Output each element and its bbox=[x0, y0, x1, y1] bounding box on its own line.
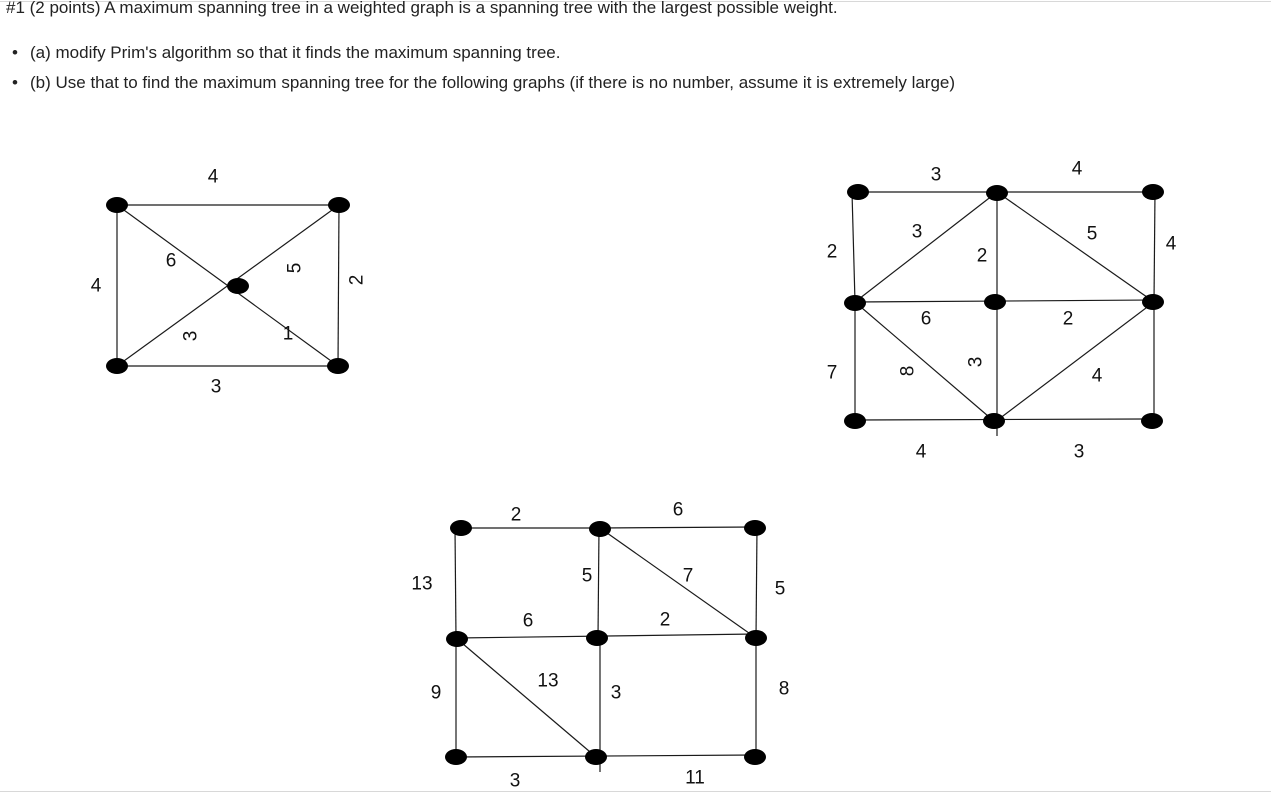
edge bbox=[600, 528, 756, 638]
edge bbox=[995, 302, 1154, 422]
edge-weight: 4 bbox=[915, 441, 927, 463]
graph-3-edges bbox=[455, 527, 757, 772]
graph-3-nodes bbox=[445, 520, 767, 765]
edge-weight: 5 bbox=[284, 262, 306, 274]
edge-weight: 5 bbox=[774, 578, 786, 600]
node bbox=[1142, 184, 1164, 200]
edge-weight: 2 bbox=[510, 504, 522, 526]
node bbox=[586, 630, 608, 646]
node bbox=[585, 749, 607, 765]
edge bbox=[455, 528, 456, 638]
edge-weight: 2 bbox=[346, 274, 368, 286]
node bbox=[847, 184, 869, 200]
edge bbox=[600, 527, 755, 528]
edge-weight: 3 bbox=[911, 221, 923, 243]
edge-weight: 2 bbox=[826, 241, 838, 263]
node bbox=[745, 630, 767, 646]
edge-weight: 5 bbox=[581, 565, 593, 587]
question-title: #1 (2 points) A maximum spanning tree in a weighted graph is a spanning tree with the largest possible weight. bbox=[6, 0, 838, 17]
node bbox=[445, 749, 467, 765]
node bbox=[984, 294, 1006, 310]
edge-weight: 6 bbox=[165, 250, 177, 272]
edge-weight: 6 bbox=[920, 308, 932, 330]
edge-weight: 13 bbox=[411, 573, 433, 595]
node bbox=[844, 413, 866, 429]
node bbox=[227, 278, 249, 294]
bullet-icon: • bbox=[12, 73, 18, 92]
edge-weight: 9 bbox=[430, 682, 442, 704]
edge-weight: 4 bbox=[90, 275, 102, 297]
node bbox=[744, 520, 766, 536]
edge bbox=[1154, 192, 1155, 302]
edge-weight: 8 bbox=[897, 365, 919, 377]
edge-weight: 3 bbox=[180, 330, 202, 342]
node bbox=[106, 197, 128, 213]
node bbox=[327, 358, 349, 374]
edge-weight: 3 bbox=[1073, 441, 1085, 463]
edge-weight: 4 bbox=[1091, 365, 1103, 387]
edge-weight: 4 bbox=[207, 166, 219, 188]
edge-weight: 4 bbox=[1071, 158, 1083, 180]
graph-2-nodes bbox=[844, 184, 1164, 429]
edge bbox=[338, 205, 339, 366]
edge-weight: 6 bbox=[522, 610, 534, 632]
edge-weight: 6 bbox=[672, 499, 684, 521]
edge-weight: 7 bbox=[682, 565, 694, 587]
edge-weight: 11 bbox=[685, 767, 705, 789]
graph-2-edges bbox=[852, 192, 1155, 436]
part-b-text: (b) Use that to find the maximum spanning tree for the following graphs (if there is no number, assume it is extremely large) bbox=[30, 73, 956, 92]
node bbox=[446, 631, 468, 647]
node bbox=[1142, 294, 1164, 310]
edge-weight: 2 bbox=[1062, 308, 1074, 330]
graph-1 bbox=[91, 167, 368, 398]
graph-2 bbox=[827, 159, 1177, 463]
part-a-text: (a) modify Prim's algorithm so that it finds the maximum spanning tree. bbox=[30, 43, 561, 62]
edge-weight: 8 bbox=[778, 678, 790, 700]
edge-weight: 4 bbox=[1165, 233, 1177, 255]
edge-weight: 2 bbox=[659, 609, 671, 631]
edge-weight: 3 bbox=[210, 376, 222, 398]
edge bbox=[456, 638, 596, 757]
node bbox=[589, 521, 611, 537]
node bbox=[983, 413, 1005, 429]
edge bbox=[855, 192, 997, 302]
edge-weight: 2 bbox=[976, 245, 988, 267]
edge bbox=[756, 528, 757, 638]
edge-weight: 7 bbox=[826, 362, 838, 384]
edge-weight: 3 bbox=[965, 356, 987, 368]
edge-weight: 3 bbox=[610, 682, 622, 704]
node bbox=[106, 358, 128, 374]
edge-weight: 3 bbox=[509, 770, 521, 792]
bullet-icon: • bbox=[12, 43, 18, 62]
edge bbox=[852, 192, 855, 302]
node bbox=[1141, 413, 1163, 429]
edge-weight: 3 bbox=[930, 164, 942, 186]
node bbox=[844, 295, 866, 311]
node bbox=[744, 749, 766, 765]
graph-3 bbox=[411, 500, 789, 792]
edge-weight: 5 bbox=[1086, 223, 1098, 245]
node bbox=[986, 185, 1008, 201]
bottom-divider bbox=[0, 791, 1271, 792]
edge bbox=[997, 192, 1154, 302]
node bbox=[450, 520, 472, 536]
node bbox=[328, 197, 350, 213]
edge-weight: 13 bbox=[537, 670, 559, 692]
edge bbox=[598, 528, 599, 638]
edge-weight: 1 bbox=[282, 323, 294, 345]
